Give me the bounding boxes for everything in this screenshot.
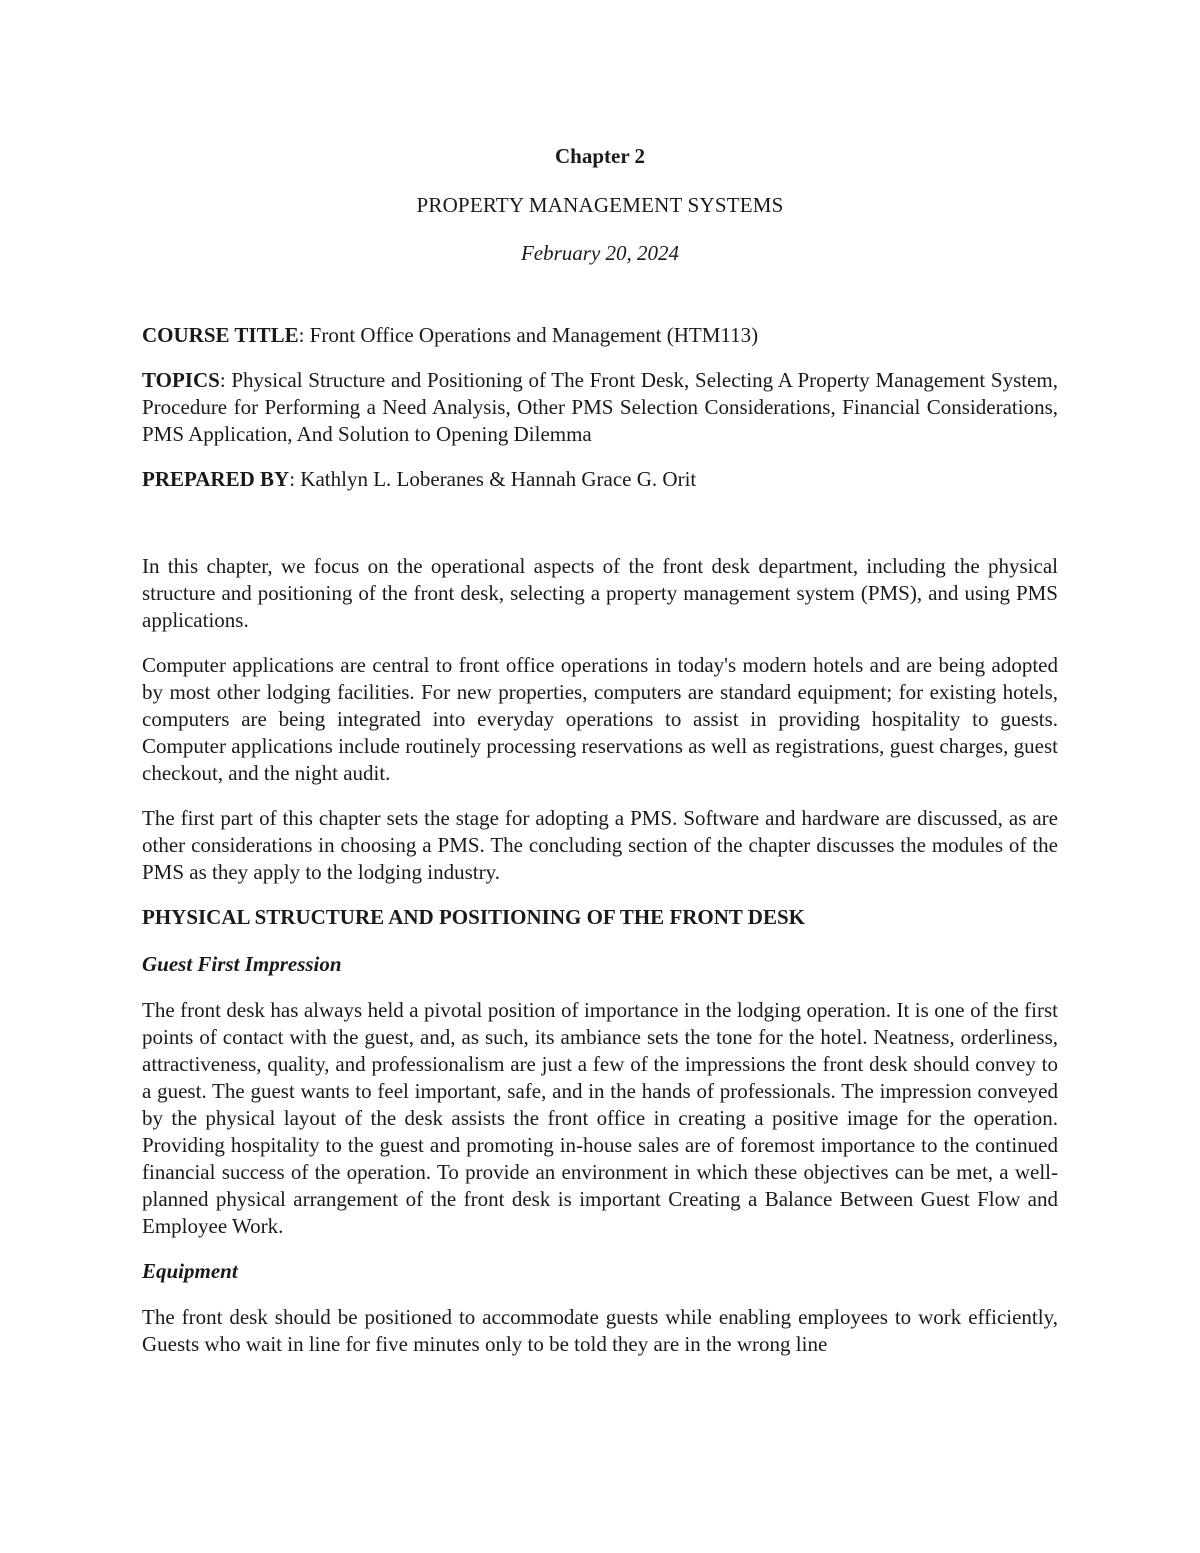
topics-line (142, 367, 1058, 448)
subheading-equipment: Equipment (142, 1259, 238, 1283)
chapter-label: Chapter 2 (554, 144, 646, 168)
course-title-value: : Front Office Operations and Management (HTM113) (298, 323, 759, 347)
topics-value: : Physical Structure and Positioning of The Front Desk, Selecting A Property Management System, Procedure for Performing a Need Analysis, Other PMS Selection Considerations, Financial Considerations, PMS Application, And Solution to Opening Dilemma (142, 368, 1058, 446)
guest-first-impression-paragraph: The front desk has always held a pivotal position of importance in the lodging operation. It is one of the first points of contact with the guest, and, as such, its ambiance sets the tone for the hotel. Neatness, orderliness, attractiveness, quality, and professionalism are just a few of the impressions the front desk should convey to a guest. The guest wants to feel important, safe, and in the hands of professionals. The impression conveyed by the physical layout of the desk assists the front office in creating a positive image for the operation. Providing hospitality to the guest and promoting in-house sales are of foremost importance to the continued financial success of the operation. To provide an environment in which these objectives can be met, a well-planned physical arrangement of the front desk is important Creating a Balance Between Guest Flow and Employee Work. (142, 998, 1058, 1238)
section-heading: PHYSICAL STRUCTURE AND POSITIONING OF THE FRONT DESK (142, 905, 805, 929)
course-title-line (142, 322, 1058, 349)
intro-paragraph-2: Computer applications are central to front office operations in today's modern hotels and are being adopted by most other lodging facilities. For new properties, computers are standard equipment; for existing hotels, computers are being integrated into everyday operations to assist in providing hospitality to guests. Computer applications include routinely processing reservations as well as registrations, guest charges, guest checkout, and the night audit. (142, 653, 1058, 785)
prepared-by-value: : Kathlyn L. Loberanes & Hannah Grace G. Orit (289, 467, 697, 491)
course-title-label: COURSE TITLE (142, 323, 299, 347)
topics-label: TOPICS (142, 368, 220, 392)
prepared-by-label: PREPARED BY (142, 467, 290, 491)
subheading-guest-first-impression: Guest First Impression (142, 952, 342, 976)
equipment-paragraph: The front desk should be positioned to accommodate guests while enabling employees to work efficiently, Guests who wait in line for five minutes only to be told they are in the wrong line (142, 1305, 1058, 1356)
document-date: February 20, 2024 (520, 241, 680, 265)
document-title: PROPERTY MANAGEMENT SYSTEMS (416, 193, 784, 217)
intro-paragraph-3: The first part of this chapter sets the stage for adopting a PMS. Software and hardware are discussed, as are other considerations in choosing a PMS. The concluding section of the chapter discusses the modules of the PMS as they apply to the lodging industry. (142, 806, 1058, 884)
intro-paragraph-1: In this chapter, we focus on the operational aspects of the front desk department, including the physical structure and positioning of the front desk, selecting a property management system (PMS), and using PMS applications. (142, 554, 1058, 632)
prepared-by-line (142, 466, 1058, 493)
